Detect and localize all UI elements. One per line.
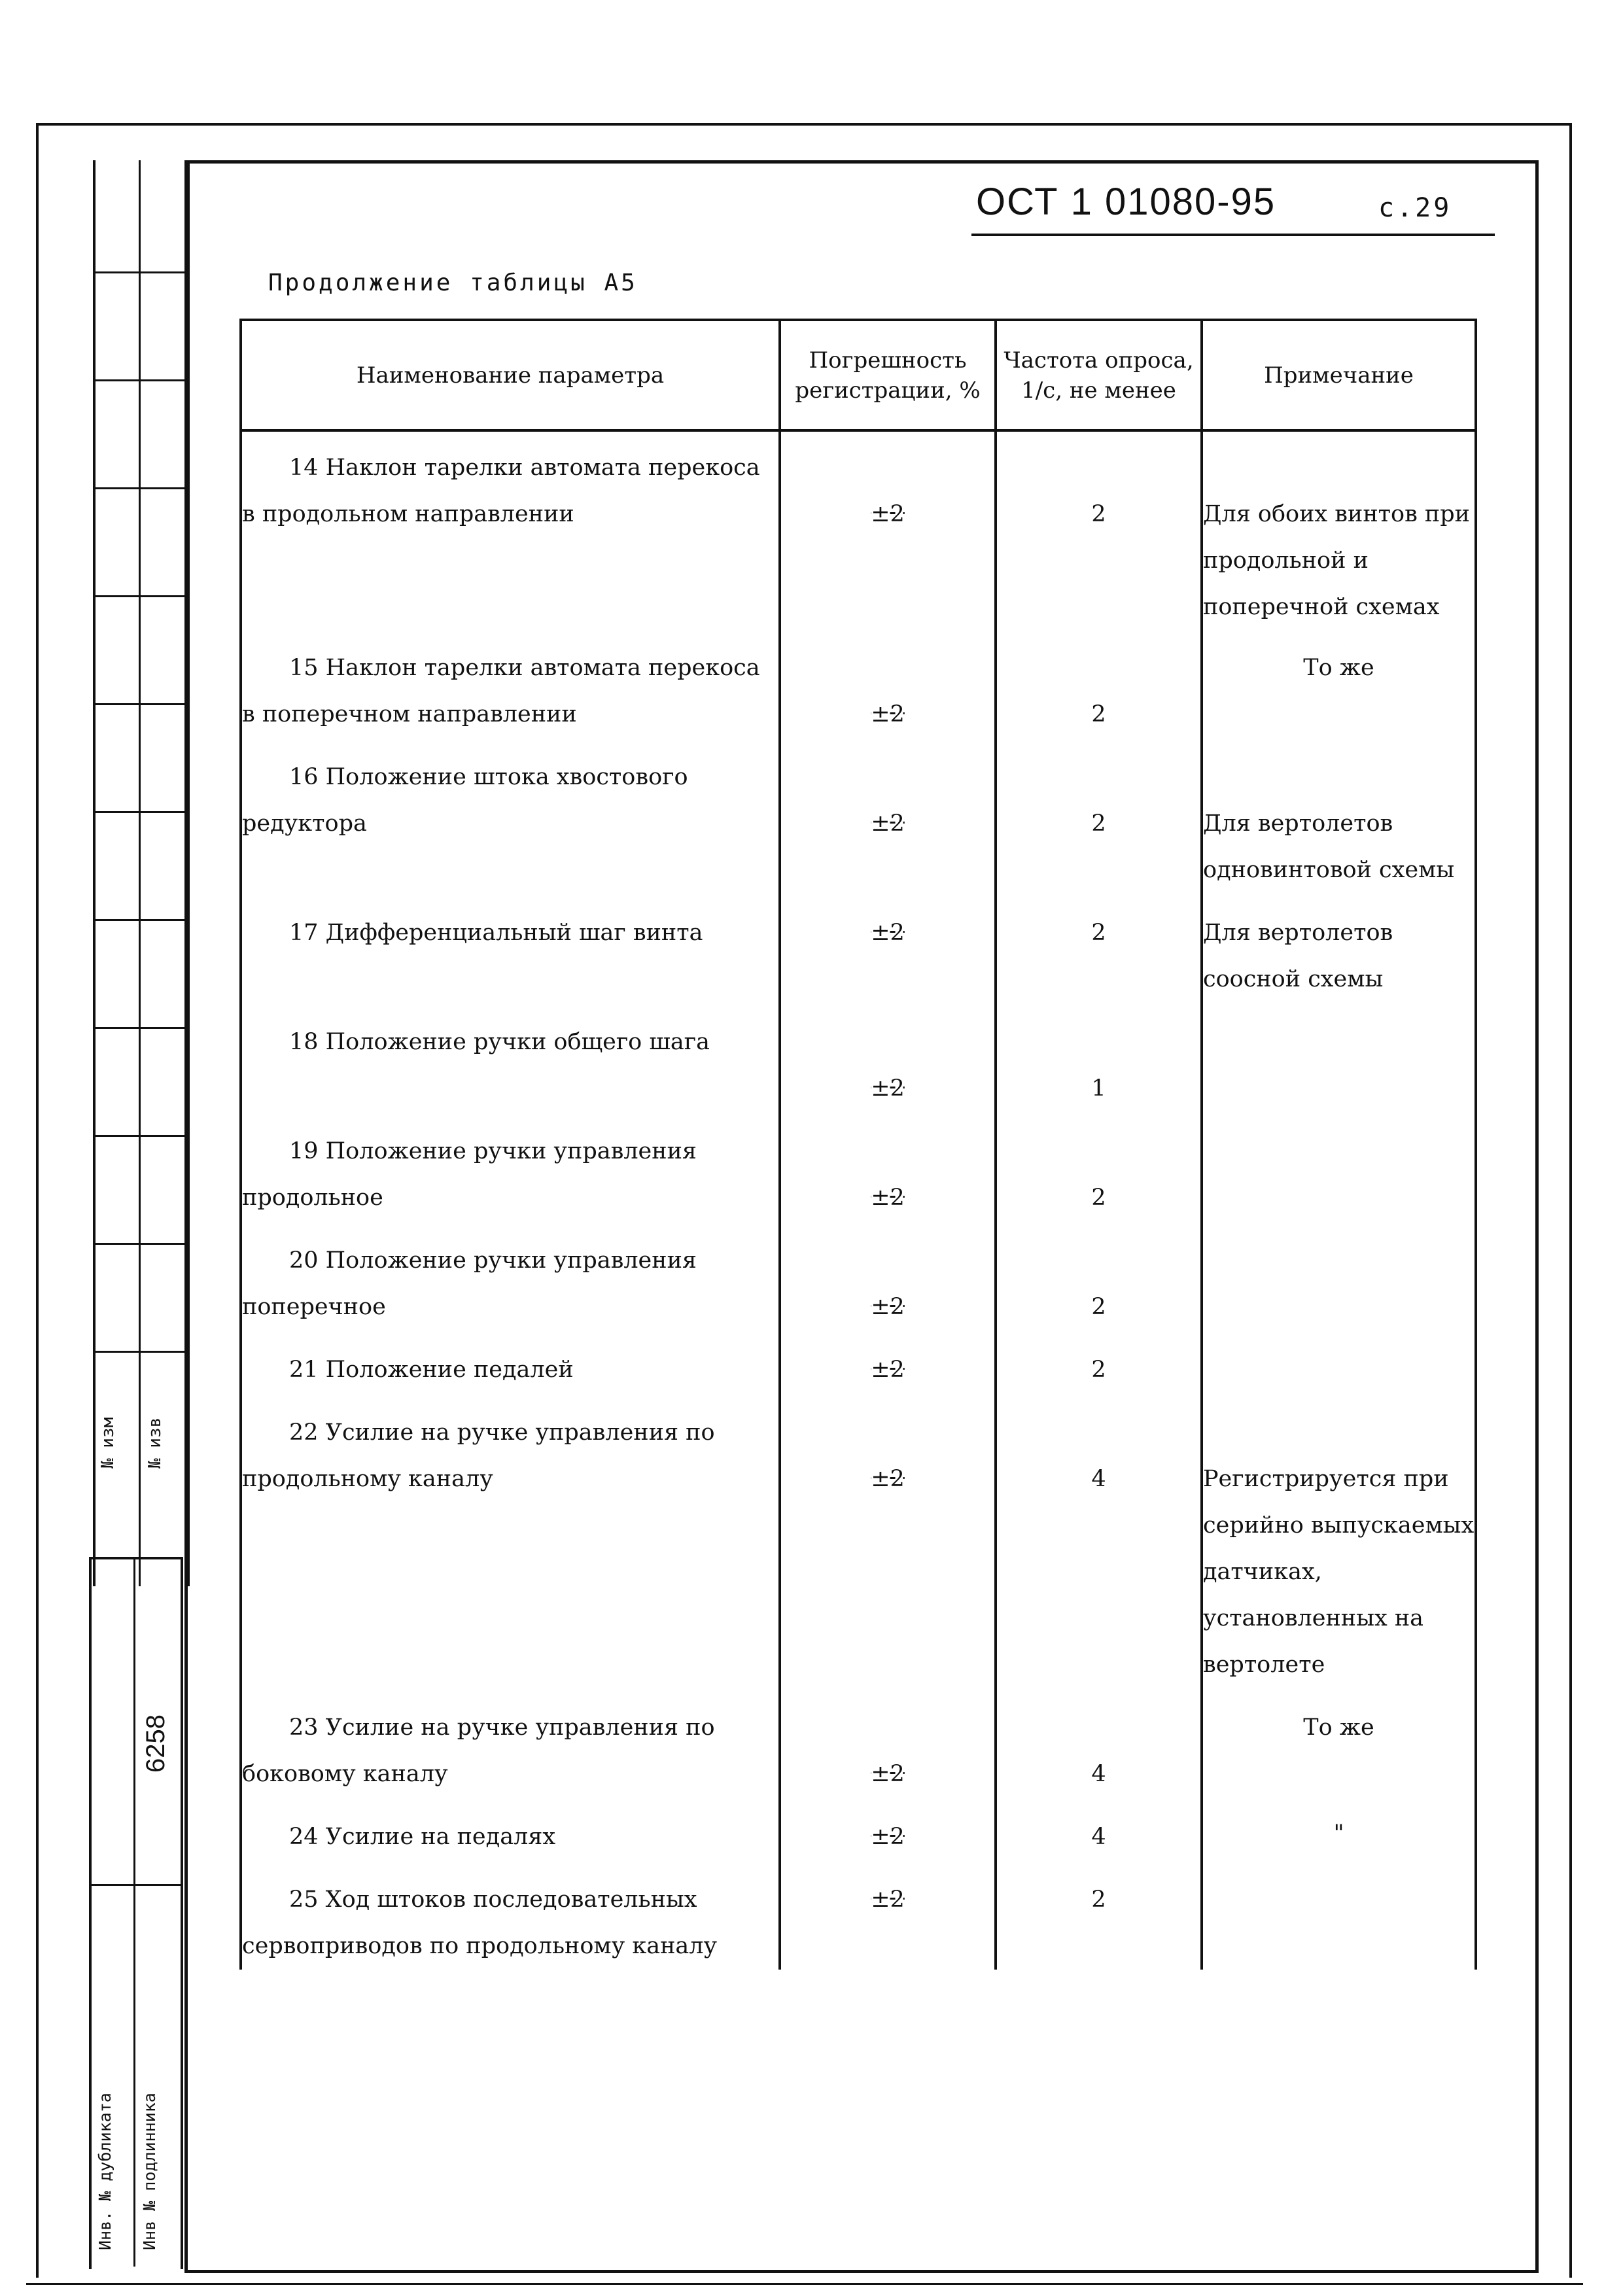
param-note: То же (1202, 1705, 1476, 1798)
param-error: ±2 (780, 1798, 996, 1860)
margin-cell-divider (93, 1351, 187, 1353)
param-note (1202, 1331, 1476, 1393)
parameters-table (239, 319, 1477, 1970)
param-name: 19 Положение ручки управления продольное (241, 1112, 780, 1221)
param-name: 15 Наклон тарелки автомата перекоса в поперечном направлении (241, 645, 780, 738)
table-continuation-title: Продолжение таблицы А5 (268, 270, 638, 296)
param-error: ±2 (780, 645, 996, 738)
inv-dublikata-label: Инв. № дубликата (96, 2093, 114, 2250)
margin-cell-divider (93, 595, 187, 597)
param-frequency: 2 (996, 1221, 1202, 1331)
param-frequency: 2 (996, 910, 1202, 1003)
table-row (241, 1705, 1476, 1798)
param-note (1202, 1112, 1476, 1221)
param-error: ±2 (780, 1221, 996, 1331)
table-row (241, 1003, 1476, 1112)
param-note: То же (1202, 645, 1476, 738)
margin-no-izv: № изв (145, 1417, 165, 1469)
col-header-frequency: Частота опроса, 1/с, не менее (996, 320, 1202, 430)
table-row (241, 1221, 1476, 1331)
param-note: Регистрируется при серийно выпускаемых датчиках, установленных на вертолете (1202, 1393, 1476, 1705)
table-row (241, 1331, 1476, 1393)
param-frequency: 4 (996, 1798, 1202, 1860)
param-name: 24 Усилие на педалях (241, 1798, 780, 1860)
param-name: 21 Положение педалей (241, 1331, 780, 1393)
margin-cell-divider (93, 919, 187, 921)
param-note: Для обоих винтов при продольной и поперечной схемах (1202, 430, 1476, 645)
param-error: ±2 (780, 430, 996, 645)
page-number: с.29 (1378, 193, 1452, 223)
param-frequency: 4 (996, 1393, 1202, 1705)
table-row (241, 1798, 1476, 1860)
param-error: ±2 (780, 738, 996, 910)
param-note: Для вертолетов соосной схемы (1202, 910, 1476, 1003)
margin-cell-divider (93, 487, 187, 489)
margin-no-izm: № изм (98, 1417, 118, 1469)
table-row (241, 430, 1476, 645)
param-name: 14 Наклон тарелки автомата перекоса в продольном направлении (241, 430, 780, 645)
table-row (241, 645, 1476, 738)
margin-cell-divider (93, 703, 187, 705)
document-code: ОСТ 1 01080-95 (976, 181, 1276, 223)
table-row (241, 910, 1476, 1003)
param-frequency: 2 (996, 430, 1202, 645)
margin-cell-divider (93, 1135, 187, 1137)
margin-cell-divider (93, 811, 187, 813)
margin-cell-divider (93, 379, 187, 381)
param-note (1202, 1860, 1476, 1970)
param-name: 16 Положение штока хвостового редуктора (241, 738, 780, 910)
param-error: ±2 (780, 1393, 996, 1705)
param-name: 17 Дифференциальный шаг винта (241, 910, 780, 1003)
param-frequency: 2 (996, 738, 1202, 910)
col-header-error: Погрешность регистрации, % (780, 320, 996, 430)
param-error: ±2 (780, 1860, 996, 1970)
param-error: ±2 (780, 1331, 996, 1393)
param-frequency: 2 (996, 1860, 1202, 1970)
param-note (1202, 1221, 1476, 1331)
table-row (241, 738, 1476, 910)
inventory-cell-divider (89, 1884, 181, 1886)
inventory-strip-divider (133, 1557, 135, 2267)
param-error: ±2 (780, 1705, 996, 1798)
table-row (241, 1860, 1476, 1970)
param-error: ±2 (780, 910, 996, 1003)
margin-cell-divider (93, 1027, 187, 1029)
param-name: 22 Усилие на ручке управления по продольному каналу (241, 1393, 780, 1705)
param-frequency: 2 (996, 1331, 1202, 1393)
param-note (1202, 1003, 1476, 1112)
inventory-number: 6258 (141, 1714, 170, 1773)
margin-cell-divider (93, 1243, 187, 1245)
param-note: Для вертолетов одновинтовой схемы (1202, 738, 1476, 910)
param-name: 18 Положение ручки общего шага (241, 1003, 780, 1112)
param-note: " (1202, 1798, 1476, 1860)
margin-cell-divider (93, 271, 187, 273)
table-row (241, 1393, 1476, 1705)
inv-podlinnika-label: Инв № подлинника (140, 2093, 159, 2250)
table-row (241, 1112, 1476, 1221)
margin-strip-divider (139, 160, 141, 1586)
param-frequency: 2 (996, 645, 1202, 738)
param-frequency: 2 (996, 1112, 1202, 1221)
bottom-border-line (26, 2283, 1583, 2285)
col-header-name: Наименование параметра (241, 320, 780, 430)
param-frequency: 1 (996, 1003, 1202, 1112)
param-name: 23 Усилие на ручке управления по боковому каналу (241, 1705, 780, 1798)
param-error: ±2 (780, 1003, 996, 1112)
param-error: ±2 (780, 1112, 996, 1221)
header-underline (971, 234, 1495, 236)
param-name: 20 Положение ручки управления поперечное (241, 1221, 780, 1331)
param-name: 25 Ход штоков последовательных сервоприводов по продольному каналу (241, 1860, 780, 1970)
table-header-row (241, 320, 1476, 430)
col-header-note: Примечание (1202, 320, 1476, 430)
margin-strip (93, 160, 190, 1586)
param-frequency: 4 (996, 1705, 1202, 1798)
